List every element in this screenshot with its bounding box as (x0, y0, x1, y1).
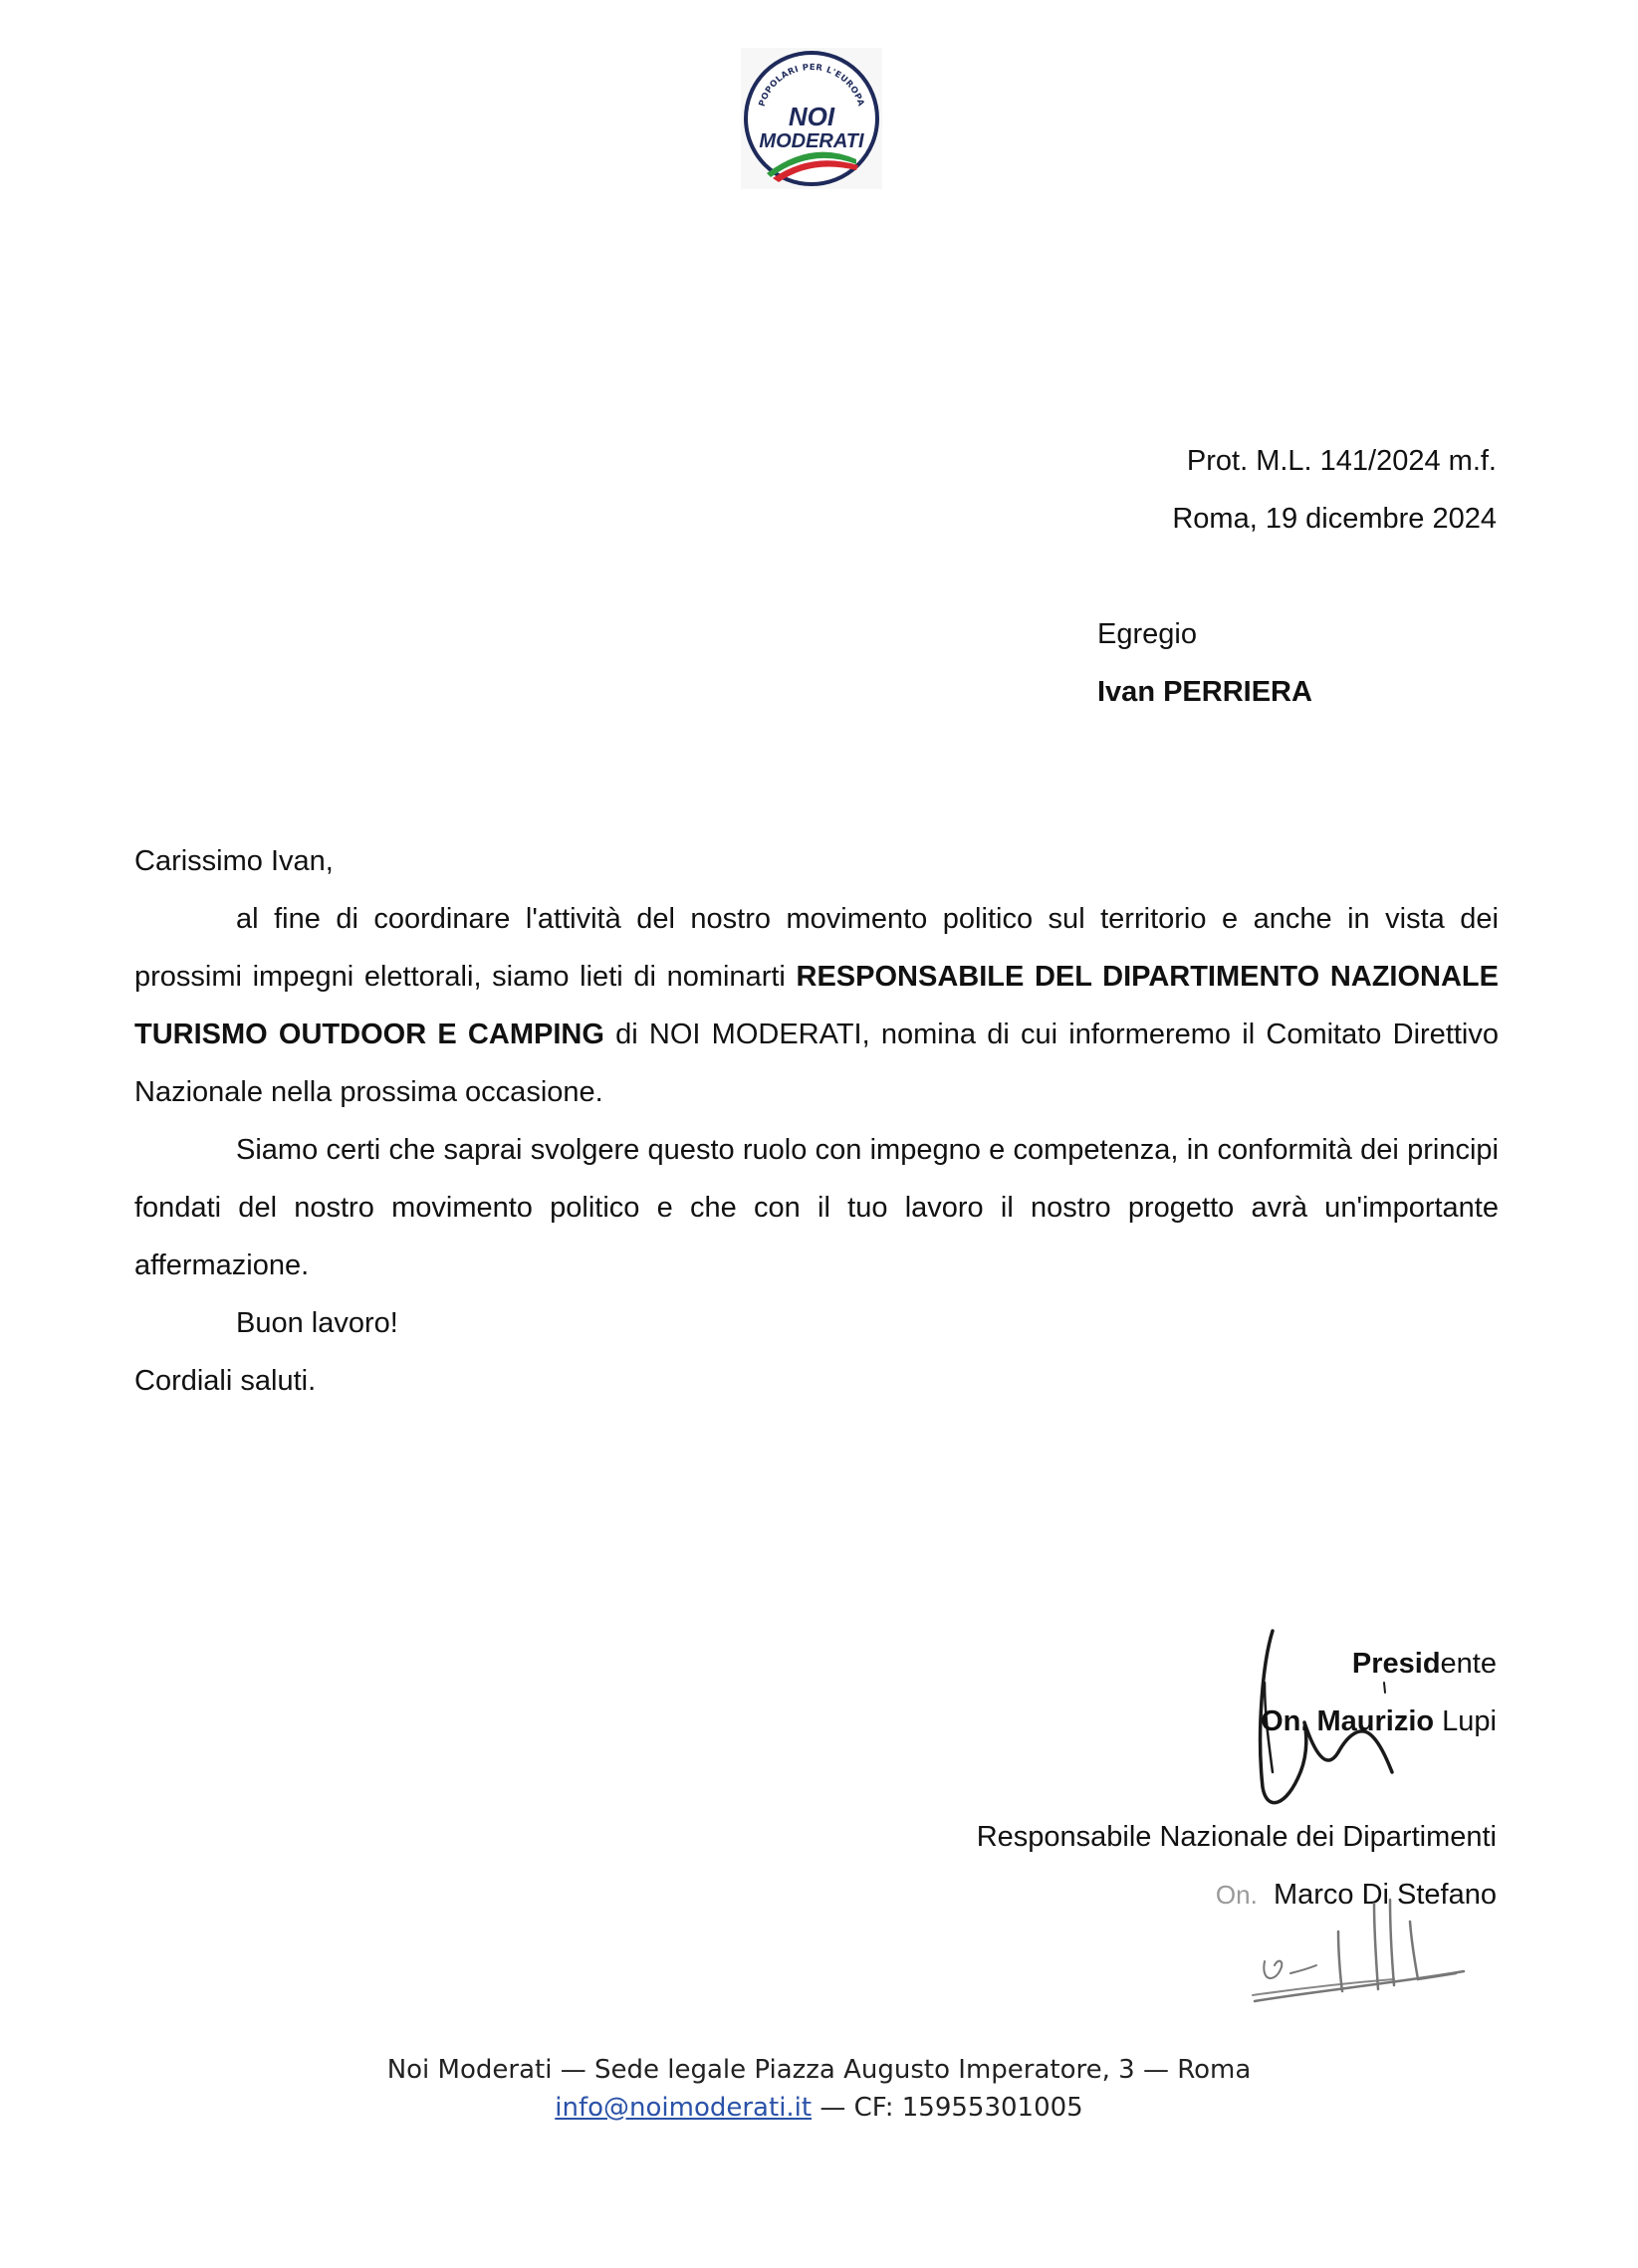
president-name (1261, 1693, 1497, 1750)
department-head-signature-icon (1235, 1892, 1484, 2021)
president-role-bold: Presid (1351, 1648, 1441, 1680)
president-role-rest: ente (1440, 1648, 1497, 1680)
footer-email-link[interactable]: info@noimoderati.it (555, 2093, 813, 2123)
president-surname: Lupi (1442, 1705, 1497, 1737)
footer-tax-code: — CF: 15955301005 (812, 2093, 1083, 2123)
protocol-number: Prot. M.L. 141/2024 m.f. (1186, 445, 1497, 477)
department-head-prefix: On. (1215, 1880, 1258, 1910)
president-first-name: Maurizio (1316, 1705, 1435, 1737)
place-date: Roma, 19 dicembre 2024 (1172, 503, 1497, 535)
footer-contact (0, 2089, 1638, 2127)
president-role (1352, 1635, 1497, 1693)
svg-text:POPOLARI PER L'EUROPA: POPOLARI PER L'EUROPA (757, 62, 866, 109)
good-work-line: Buon lavoro! (236, 1307, 398, 1339)
appointment-text-start: al fine di coordinare l'attività del nostro movimento politico sul territorio e anche in vista dei prossimi impegni elettorali, siamo lieti di nominarti (134, 903, 1499, 993)
recipient-name: Ivan PERRIERA (1097, 676, 1312, 708)
logo-emblem-icon (741, 48, 882, 189)
department-head-role: Responsabile Nazionale dei Dipartimenti (976, 1821, 1497, 1853)
recipient-greeting: Egregio (1097, 618, 1197, 650)
footer-address: Noi Moderati — Sede legale Piazza Augusto Imperatore, 3 — Roma (386, 2055, 1252, 2085)
appointment-paragraph (134, 890, 1499, 1121)
confidence-paragraph: Siamo certi che saprai svolgere questo ruolo con impegno e competenza, in conformità dei principi fondati del nostro movimento politico e che con il tuo lavoro il nostro progetto avrà un'importante affermazione. (134, 1134, 1499, 1281)
appointment-role: RESPONSABILE DEL DIPARTIMENTO NAZIONALE TURISMO OUTDOOR E CAMPING (134, 961, 1499, 1050)
svg-text:NOI: NOI (788, 102, 835, 131)
president-prefix: On. (1261, 1705, 1309, 1737)
letter-salutation: Carissimo Ivan, (134, 845, 334, 877)
appointment-text-end: di NOI MODERATI, nomina di cui informeremo il Comitato Direttivo Nazionale nella prossima occasione. (134, 1019, 1499, 1108)
department-head-fullname: Marco Di Stefano (1273, 1879, 1497, 1911)
svg-text:MODERATI: MODERATI (759, 130, 864, 152)
letter-closing: Cordiali saluti. (134, 1365, 317, 1397)
noi-moderati-logo (741, 48, 882, 189)
